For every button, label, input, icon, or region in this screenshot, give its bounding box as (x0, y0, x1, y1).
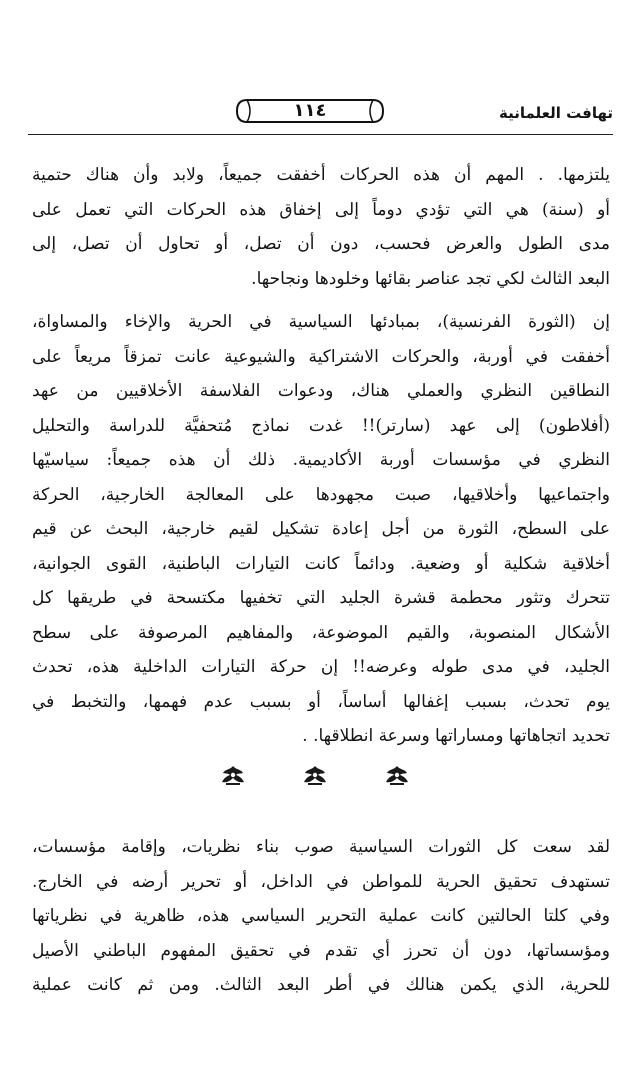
floral-ornament-icon (384, 764, 410, 786)
text-line: (أفلاطون) إلى عهد (سارتر)!! غدت نماذج مُتحفيَّة للدراسة والتحليل (32, 415, 610, 436)
text-line: على السطح، الثورة من أجل إعادة تشكيل لقيم خارجية، البحث عن قيم (32, 519, 610, 539)
text-line: النطاقين النظري والعملي هناك، ودعوات الفلاسفة الأخلاقيين من عهد (32, 381, 610, 401)
paragraph-1 (32, 158, 610, 296)
text-line: ومؤسساتها، دون أن تحرز أي تقدم في تحقيق المفهوم الباطني الأصيل (32, 940, 610, 961)
paragraph-2 (32, 305, 610, 754)
text-line: واجتماعيها وأخلاقيها، صبت مجهودها على المعالجة الخارجية، الحركة (32, 484, 610, 505)
floral-ornament-icon (220, 764, 246, 786)
paragraph-3 (32, 830, 610, 1003)
text-line: الأشكال المنصوبة، والقيم الموضوعة، والمفاهيم المرصوفة على سطح (32, 622, 610, 643)
header-rule (28, 134, 613, 135)
text-line: لقد سعت كل الثورات السياسية صوب بناء نظريات، وإقامة مؤسسات، (32, 837, 610, 857)
text-line: أخلاقية شكلية أو وضعية. ودائماً كانت التيارات الباطنية، القوى الجوانية، (32, 553, 610, 574)
page-number: ١١٤ (293, 100, 327, 121)
text-line: للحرية، الذي يكمن هنالك في أطر البعد الثالث. ومن ثم كانت عملية (32, 975, 610, 995)
text-line: تتحرك وتثور محطمة قشرة الجليد التي تخفيها مكتسحة في طريقها كل (32, 588, 610, 608)
text-line: تحديد اتجاهاتها ومساراتها وسرعة انطلاقها. . (302, 726, 610, 746)
page-header (28, 90, 613, 138)
text-line: وفي كلتا الحالتين كانت عملية التحرير السياسي هذه، ظاهرية في نظرياتها (32, 906, 610, 926)
text-line: مدى الطول والعرض فحسب، دون أن تصل، أو تحاول أن تصل، إلى (32, 234, 610, 254)
text-line: النظري في مؤسسات أوربة الأكاديمية. ذلك أن هذه جميعاً: سياسيّها (32, 450, 610, 470)
text-line: الجليد، في مدى طوله وعرضه!! إن حركة التيارات الداخلية هذه، تحدث (32, 657, 610, 677)
text-line: أو (سنة) هي التي تؤدي دوماً إلى إخفاق هذه الحركات التي تعمل على (32, 199, 610, 220)
floral-ornament-icon (302, 764, 328, 786)
text-line: تستهدف تحقيق الحرية للمواطن في الداخل، أو تحرير أرضه في الخارج. (32, 871, 610, 892)
page-number-frame (233, 96, 387, 126)
text-line: إن (الثورة الفرنسية)، بمبادئها السياسية في الحرية والإخاء والمساواة، (32, 312, 610, 332)
text-line: يلتزمها. . المهم أن هذه الحركات أخفقت جميعاً، ولابد وأن هناك حتمية (32, 165, 610, 185)
section-separator (220, 760, 410, 790)
text-line: البعد الثالث لكي تجد عناصر بقائها وخلودها ونجاحها. (251, 268, 610, 289)
running-title: تهافت العلمانية (499, 104, 613, 122)
text-line: يوم تحدث، بسبب إغفالها أساساً، أو بسبب عدم فهمها، والتخبط في (32, 691, 610, 712)
text-line: أخفقت في أوربة، والحركات الاشتراكية والشيوعية عانت تمزقاً مريعاً على (32, 346, 610, 367)
